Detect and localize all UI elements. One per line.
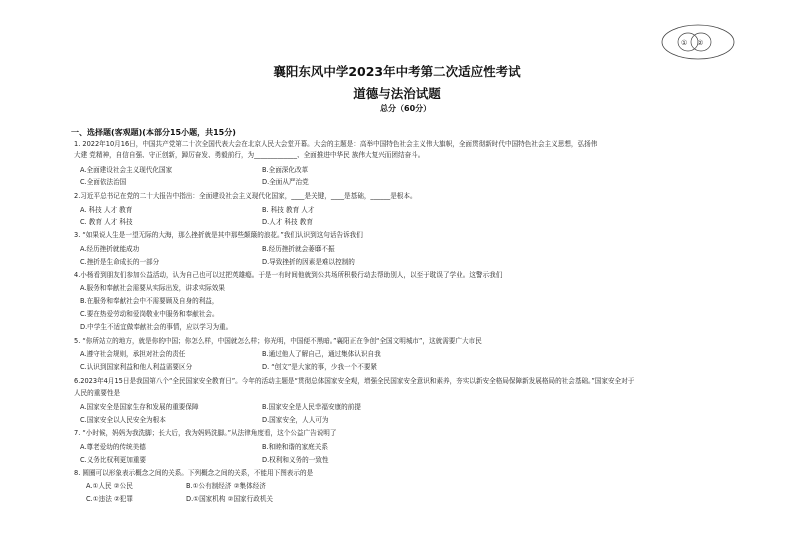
q1-stem-line1: 1. 2022年10月16日，中国共产党第二十次全国代表大会在北京人民大会堂开幕。大会的主题是：高举中国特色社会主义伟大旗帜，全面贯彻新时代中国特色社会主义思想，弘扬伟 xyxy=(74,140,598,148)
q8-option-a: A.①人民 ②公民 xyxy=(86,482,133,490)
q8-option-d: D.①国家机构 ②国家行政机关 xyxy=(186,495,274,503)
q3-option-b: B.经历挫折就会萎靡不振 xyxy=(262,245,335,253)
q2-option-b: B. 科技 教育 人才 xyxy=(262,206,315,214)
q4-stem: 4.小杨看到朋友们参加公益活动，认为自己也可以过把英雄瘾。于是一有时间他就到公共场所积极行动去帮助别人，以至于耽误了学业。这警示我们 xyxy=(74,271,503,279)
q5-option-c: C.认识到国家利益和他人利益需要区分 xyxy=(80,363,193,371)
q1-stem-line2: 大建 党精神，自信自强、守正创新，踔厉奋发、勇毅前行，为_____________、全面推进中华民 族伟大复兴而团结奋斗。 xyxy=(74,151,425,159)
section-heading: 一、选择题(客观题)(本部分15小题，共15分) xyxy=(71,128,236,137)
q5-stem: 5. “你所站立的地方，就是你的中国；你怎么样，中国就怎么样；你光明，中国便不黑暗。”襄阳正在争创“全国文明城市”，这就需要广大市民 xyxy=(74,337,482,345)
q6-option-c: C.国家安全以人民安全为根本 xyxy=(80,416,166,424)
q6-stem-line1: 6.2023年4月15日是我国第八个“全民国家安全教育日”。今年的活动主题是“贯彻总体国家安全观，增强全民国家安全意识和素养，夯实以新安全格局保障新发展格局的社会基础。”国家安全对于 xyxy=(74,377,635,385)
q7-option-a: A.尊老爱幼的传统美德 xyxy=(80,443,146,451)
q6-option-d: D.国家安全，人人可为 xyxy=(262,416,329,424)
q4-option-a: A.服务和奉献社会需要从实际出发，讲求实际效果 xyxy=(80,284,225,292)
q3-stem: 3. “如果说人生是一望无际的大海，那么挫折就是其中那些颠簸的浪花。”我们认识到这句话告诉我们 xyxy=(74,231,363,239)
q6-option-b: B.国家安全是人民幸福安康的前提 xyxy=(262,403,361,411)
exam-subtitle: 道德与法治试题 xyxy=(353,86,441,101)
q8-option-b: B.①公有制经济 ②集体经济 xyxy=(186,482,266,490)
q5-option-a: A.遵守社会规则，承担对社会的责任 xyxy=(80,350,186,358)
q7-stem: 7. “小时候，妈妈为我洗脚；长大后，我为妈妈洗脚。”从法律角度看，这个公益广告说明了 xyxy=(74,429,337,437)
q2-stem: 2.习近平总书记在党的二十大报告中指出：全面建设社会主义现代化国家，____是关键，____是基础，______是根本。 xyxy=(74,192,417,200)
q2-option-c: C. 教育 人才 科技 xyxy=(80,218,133,226)
q4-option-b: B.在服务和奉献社会中不需要顾及自身的利益， xyxy=(80,297,219,305)
q2-option-d: D.人才 科技 教育 xyxy=(262,218,313,226)
q3-option-d: D.导致挫折的因素是难以控制的 xyxy=(262,258,355,266)
q8-stem: 8. 圆圈可以形象表示概念之间的关系。下列概念之间的关系，不能用下图表示的是 xyxy=(74,469,314,477)
q5-option-b: B.通过他人了解自己，通过集体认识自我 xyxy=(262,350,381,358)
q7-option-b: B.和睦和谐的家庭关系 xyxy=(262,443,328,451)
q7-option-d: D.权利和义务的一致性 xyxy=(262,456,329,464)
circle-label-1: ① xyxy=(681,39,688,47)
q1-option-c: C.全面依法治国 xyxy=(80,178,127,186)
q8-option-c: C.①违法 ②犯罪 xyxy=(86,495,133,503)
q2-option-a: A. 科技 人才 教育 xyxy=(80,206,133,214)
circle-label-2: ② xyxy=(697,39,704,47)
q1-option-b: B.全面深化改革 xyxy=(262,166,309,174)
q6-option-a: A.国家安全是国家生存和发展的重要保障 xyxy=(80,403,199,411)
q5-option-d: D. “创文”是大家的事，少我一个不要紧 xyxy=(262,363,378,371)
q4-option-c: C.要在热爱劳动和爱岗敬业中服务和奉献社会。 xyxy=(80,310,219,318)
q1-option-a: A.全面建设社会主义现代化国家 xyxy=(80,166,173,174)
exam-title: 襄阳东风中学2023年中考第二次适应性考试 xyxy=(273,64,521,79)
q7-option-c: C.义务比权利更加重要 xyxy=(80,456,147,464)
total-score: 总分（60分） xyxy=(380,104,432,113)
q1-option-d: D.全面从严治党 xyxy=(262,178,309,186)
concentric-circles-diagram xyxy=(660,22,736,62)
q3-option-a: A.经历挫折就能成功 xyxy=(80,245,140,253)
q3-option-c: C.挫折是生命成长的一部分 xyxy=(80,258,160,266)
q6-stem-line2: 人民的重要性是 xyxy=(74,389,121,397)
q4-option-d: D.中学生不适宜做奉献社会的事情，应以学习为重。 xyxy=(80,323,233,331)
